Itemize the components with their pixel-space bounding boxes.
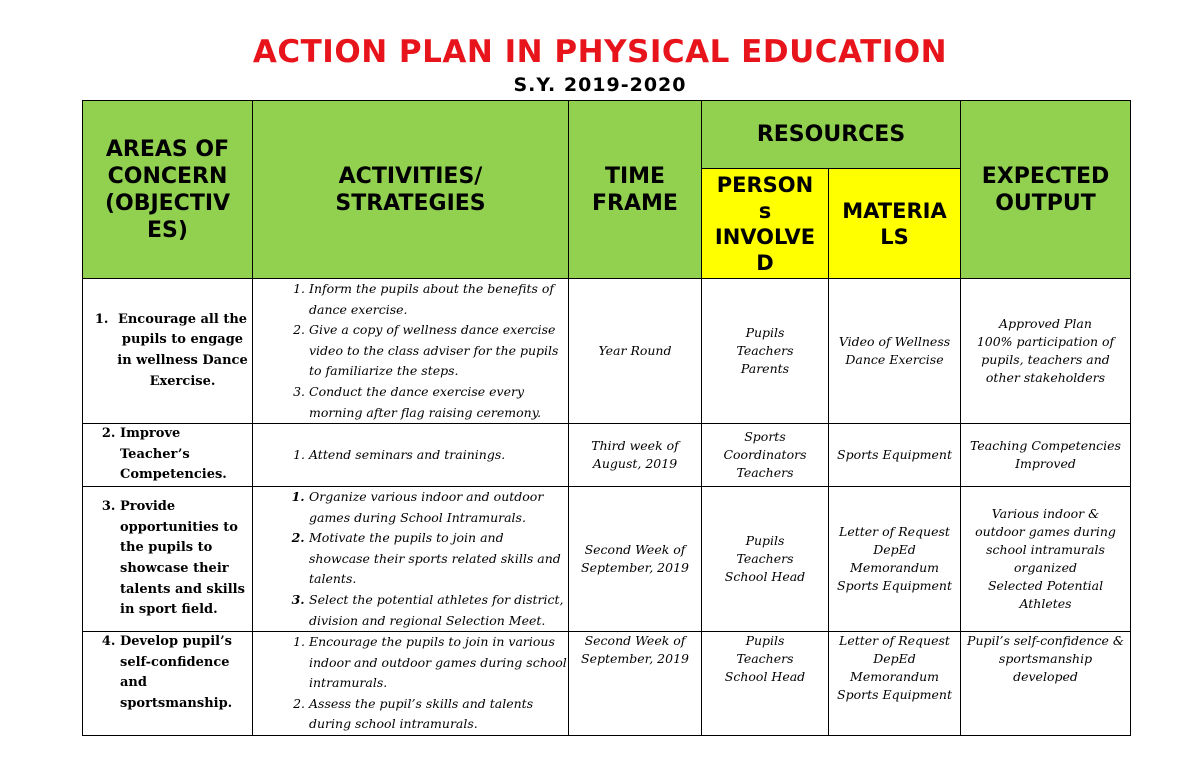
expected-output: Teaching Competencies Improved: [961, 424, 1131, 487]
activities-list: 1. Attend seminars and trainings.: [253, 424, 569, 487]
time-frame: Second Week of September, 2019: [569, 486, 702, 631]
table-row: [83, 486, 1131, 631]
persons-involved: Pupils Teachers School Head: [702, 632, 829, 736]
activities-list: 1. Inform the pupils about the benefits of dance exercise. 2. Give a copy of wellness dance exercise video to the class adviser for the pupils to familiarize the steps. 3. Conduct the dance exercise every morning after flag raising ceremony.: [253, 279, 569, 424]
materials: Sports Equipment: [829, 424, 961, 487]
school-year: S.Y. 2019-2020: [513, 74, 687, 96]
expected-output: Various indoor & outdoor games during school intramurals organized Selected Potential Athletes: [961, 486, 1131, 631]
expected-output: Approved Plan 100% participation of pupils, teachers and other stakeholders: [961, 279, 1131, 424]
activities-list: 1. Organize various indoor and outdoor games during School Intramurals. 2. Motivate the pupils to join and showcase their sports related skills and talents. 3. Select the potential athletes for district, division and regional Selection Meet.: [253, 486, 569, 631]
area-of-concern: 3. Provide opportunities to the pupils to showcase their talents and skills in sport field.: [83, 486, 253, 631]
persons-involved: Sports Coordinators Teachers: [702, 424, 829, 487]
action-plan-table: [82, 100, 1131, 736]
table-row: [83, 279, 1131, 424]
expected-output: Pupil’s self-confidence & sportsmanship developed: [961, 632, 1131, 736]
table-row: [83, 424, 1131, 487]
header-persons-involved: PERSON s INVOLVE D: [702, 169, 829, 279]
activities-list: 1. Encourage the pupils to join in various indoor and outdoor games during school intramurals. 2. Assess the pupil’s skills and talents during school intramurals.: [253, 632, 569, 736]
time-frame: Third week of August, 2019: [569, 424, 702, 487]
area-of-concern: 1. Encourage all the pupils to engage in wellness Dance Exercise.: [83, 279, 253, 424]
header-expected-output: EXPECTED OUTPUT: [961, 101, 1131, 279]
persons-involved: Pupils Teachers School Head: [702, 486, 829, 631]
page-title: ACTION PLAN IN PHYSICAL EDUCATION: [252, 34, 948, 70]
persons-involved: Pupils Teachers Parents: [702, 279, 829, 424]
header-areas-of-concern: AREAS OF CONCERN (OBJECTIV ES): [83, 101, 253, 279]
header-activities: ACTIVITIES/ STRATEGIES: [253, 101, 569, 279]
time-frame: Second Week of September, 2019: [569, 632, 702, 736]
header-time-frame: TIME FRAME: [569, 101, 702, 279]
area-of-concern: 4. Develop pupil’s self-confidence and sportsmanship.: [83, 632, 253, 736]
materials: Letter of Request DepEd Memorandum Sports Equipment: [829, 632, 961, 736]
materials: Video of Wellness Dance Exercise: [829, 279, 961, 424]
table-row: [83, 632, 1131, 736]
area-of-concern: 2. Improve Teacher’s Competencies.: [83, 424, 253, 487]
time-frame: Year Round: [569, 279, 702, 424]
header-materials: MATERIA LS: [829, 169, 961, 279]
header-resources: RESOURCES: [702, 101, 961, 169]
materials: Letter of Request DepEd Memorandum Sports Equipment: [829, 486, 961, 631]
